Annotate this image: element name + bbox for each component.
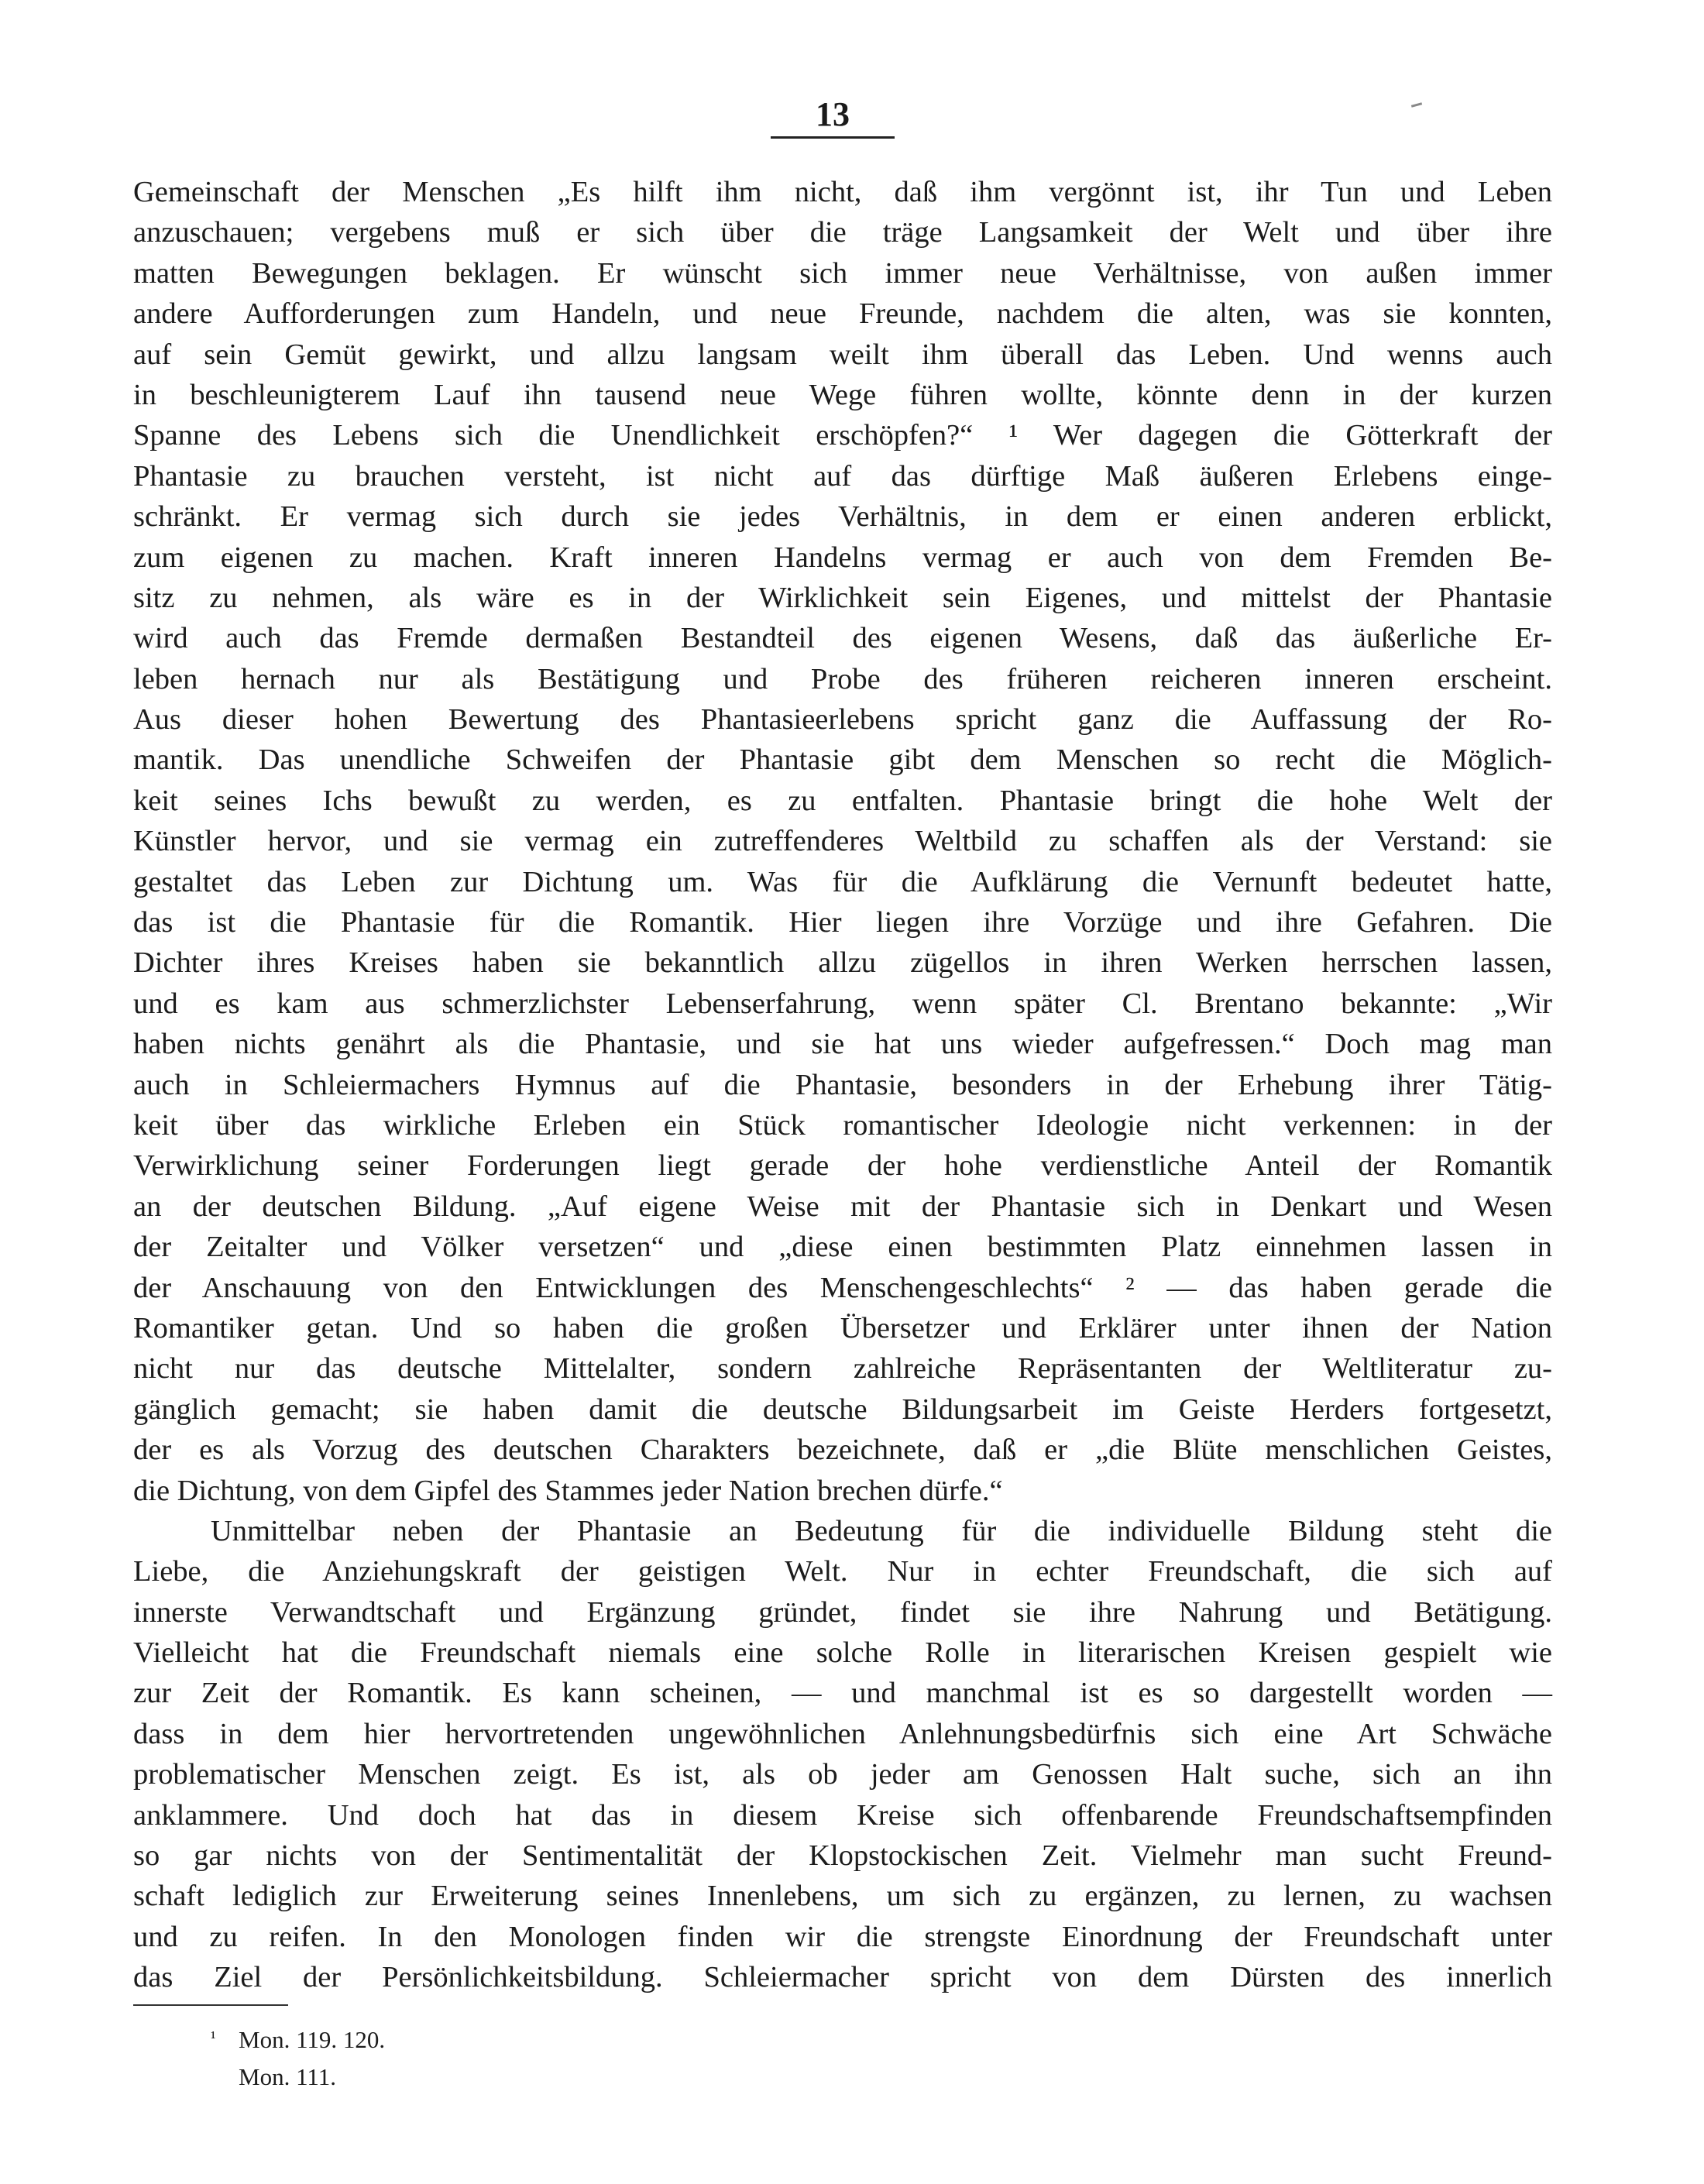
body-line: die Dichtung, von dem Gipfel des Stammes jeder Nation brechen dürfe.“	[133, 1474, 1003, 1507]
footnote-mark: ¹	[211, 2028, 216, 2047]
body-line: Dichter ihres Kreises haben sie bekanntlich allzu zügellos in ihren Werken herrschen lassen,	[133, 946, 1552, 980]
body-line: schränkt. Er vermag sich durch sie jedes Verhältnis, in dem er einen anderen erblickt,	[133, 500, 1552, 534]
body-line: Künstler hervor, und sie vermag ein zutreffenderes Weltbild zu schaffen als der Verstand: sie	[133, 825, 1552, 858]
body-line: auf sein Gemüt gewirkt, und allzu langsam weilt ihm überall das Leben. Und wenns auch	[133, 338, 1552, 371]
body-line: das Ziel der Persönlichkeitsbildung. Schleiermacher spricht von dem Dürsten des innerlich	[133, 1961, 1552, 1994]
body-line: nicht nur das deutsche Mittelalter, sondern zahlreiche Repräsentanten der Weltliteratur zu-	[133, 1352, 1552, 1386]
body-line: gestaltet das Leben zur Dichtung um. Was für die Aufklärung die Vernunft bedeutet hatte,	[133, 865, 1552, 898]
body-line: und zu reifen. In den Monologen finden wir die strengste Einordnung der Freundschaft unter	[133, 1920, 1552, 1953]
body-line: auch in Schleiermachers Hymnus auf die Phantasie, besonders in der Erhebung ihrer Tätig-	[133, 1068, 1552, 1101]
body-line: dass in dem hier hervortretenden ungewöhnlichen Anlehnungsbedürfnis sich eine Art Schwäche	[133, 1717, 1552, 1750]
body-line: Aus dieser hohen Bewertung des Phantasieerlebens spricht ganz die Auffassung der Ro-	[133, 703, 1552, 737]
page-number-underline	[771, 136, 895, 139]
body-line: der es als Vorzug des deutschen Charakters bezeichnete, daß er „die Blüte menschlichen Geistes,	[133, 1434, 1552, 1467]
body-line: anzuschauen; vergebens muß er sich über die träge Langsamkeit der Welt und über ihre	[133, 216, 1552, 249]
body-line: an der deutschen Bildung. „Auf eigene Weise mit der Phantasie sich in Denkart und Wesen	[133, 1190, 1552, 1223]
body-line: schaft lediglich zur Erweiterung seines Innenlebens, um sich zu ergänzen, zu lernen, zu wachsen	[133, 1880, 1552, 1913]
scan-mark	[1411, 102, 1422, 108]
body-line: keit seines Ichs bewußt zu werden, es zu entfalten. Phantasie bringt die hohe Welt der	[133, 784, 1552, 817]
page-number: 13	[816, 95, 850, 133]
body-line: Vielleicht hat die Freundschaft niemals eine solche Rolle in literarischen Kreisen gespielt wie	[133, 1636, 1552, 1670]
body-line: der Anschauung von den Entwicklungen des Menschengeschlechts“ ² — das haben gerade die	[133, 1271, 1552, 1304]
body-line: matten Bewegungen beklagen. Er wünscht sich immer neue Verhältnisse, von außen immer	[133, 256, 1552, 290]
footnote	[211, 2059, 830, 2096]
body-line: zum eigenen zu machen. Kraft inneren Handelns vermag er auch von dem Fremden Be-	[133, 541, 1552, 574]
footnote-text: Mon. 111.	[239, 2063, 337, 2090]
body-line: Spanne des Lebens sich die Unendlichkeit erschöpfen?“ ¹ Wer dagegen die Götterkraft der	[133, 419, 1552, 452]
body-line: wird auch das Fremde dermaßen Bestandteil des eigenen Wesens, daß das äußerliche Er-	[133, 622, 1552, 655]
footnote	[211, 2019, 830, 2059]
body-line: der Zeitalter und Völker versetzen“ und „diese einen bestimmten Platz einnehmen lassen in	[133, 1231, 1552, 1264]
body-line: Verwirklichung seiner Forderungen liegt gerade der hohe verdienstliche Anteil der Romantik	[133, 1149, 1552, 1183]
body-line: haben nichts genährt als die Phantasie, und sie hat uns wieder aufgefressen.“ Doch mag man	[133, 1028, 1552, 1061]
body-line: Romantiker getan. Und so haben die großen Übersetzer und Erklärer unter ihnen der Nation	[133, 1311, 1552, 1344]
body-line: leben hernach nur als Bestätigung und Probe des früheren reicheren inneren erscheint.	[133, 662, 1552, 695]
footnotes	[211, 2019, 830, 2096]
body-line: und es kam aus schmerzlichster Lebenserfahrung, wenn später Cl. Brentano bekannte: „Wir	[133, 987, 1552, 1020]
body-line: in beschleunigterem Lauf ihn tausend neue Wege führen wollte, könnte denn in der kurzen	[133, 378, 1552, 411]
body-line: gänglich gemacht; sie haben damit die deutsche Bildungsarbeit im Geiste Herders fortgesetzt,	[133, 1392, 1552, 1426]
body-line: andere Aufforderungen zum Handeln, und neue Freunde, nachdem die alten, was sie konnten,	[133, 297, 1552, 331]
footnote-text: Mon. 119. 120.	[239, 2026, 386, 2053]
body-line: zur Zeit der Romantik. Es kann scheinen, — und manchmal ist es so dargestellt worden —	[133, 1677, 1552, 1710]
body-line: sitz zu nehmen, als wäre es in der Wirklichkeit sein Eigenes, und mittelst der Phantasie	[133, 581, 1552, 614]
body-line: Phantasie zu brauchen versteht, ist nicht auf das dürftige Maß äußeren Erlebens einge-	[133, 459, 1552, 493]
body-line: anklammere. Und doch hat das in diesem Kreise sich offenbarende Freundschaftsempfinden	[133, 1798, 1552, 1832]
body-line: Unmittelbar neben der Phantasie an Bedeutung für die individuelle Bildung steht die	[211, 1514, 1552, 1547]
body-line: keit über das wirkliche Erleben ein Stück romantischer Ideologie nicht verkennen: in der	[133, 1108, 1552, 1142]
body-text	[133, 172, 1552, 1998]
body-line: so gar nichts von der Sentimentalität der Klopstockischen Zeit. Vielmehr man sucht Freund-	[133, 1839, 1552, 1873]
body-line: mantik. Das unendliche Schweifen der Phantasie gibt dem Menschen so recht die Möglich-	[133, 743, 1552, 777]
footnote-divider	[133, 2004, 288, 2006]
body-line: das ist die Phantasie für die Romantik. Hier liegen ihre Vorzüge und ihre Gefahren. Die	[133, 906, 1552, 939]
body-line: innerste Verwandtschaft und Ergänzung gründet, findet sie ihre Nahrung und Betätigung.	[133, 1595, 1552, 1629]
body-line: Gemeinschaft der Menschen „Es hilft ihm nicht, daß ihm vergönnt ist, ihr Tun und Leben	[133, 176, 1552, 208]
body-line: problematischer Menschen zeigt. Es ist, als ob jeder am Genossen Halt suche, sich an ihn	[133, 1758, 1552, 1791]
body-line: Liebe, die Anziehungskraft der geistigen Welt. Nur in echter Freundschaft, die sich auf	[133, 1555, 1552, 1588]
